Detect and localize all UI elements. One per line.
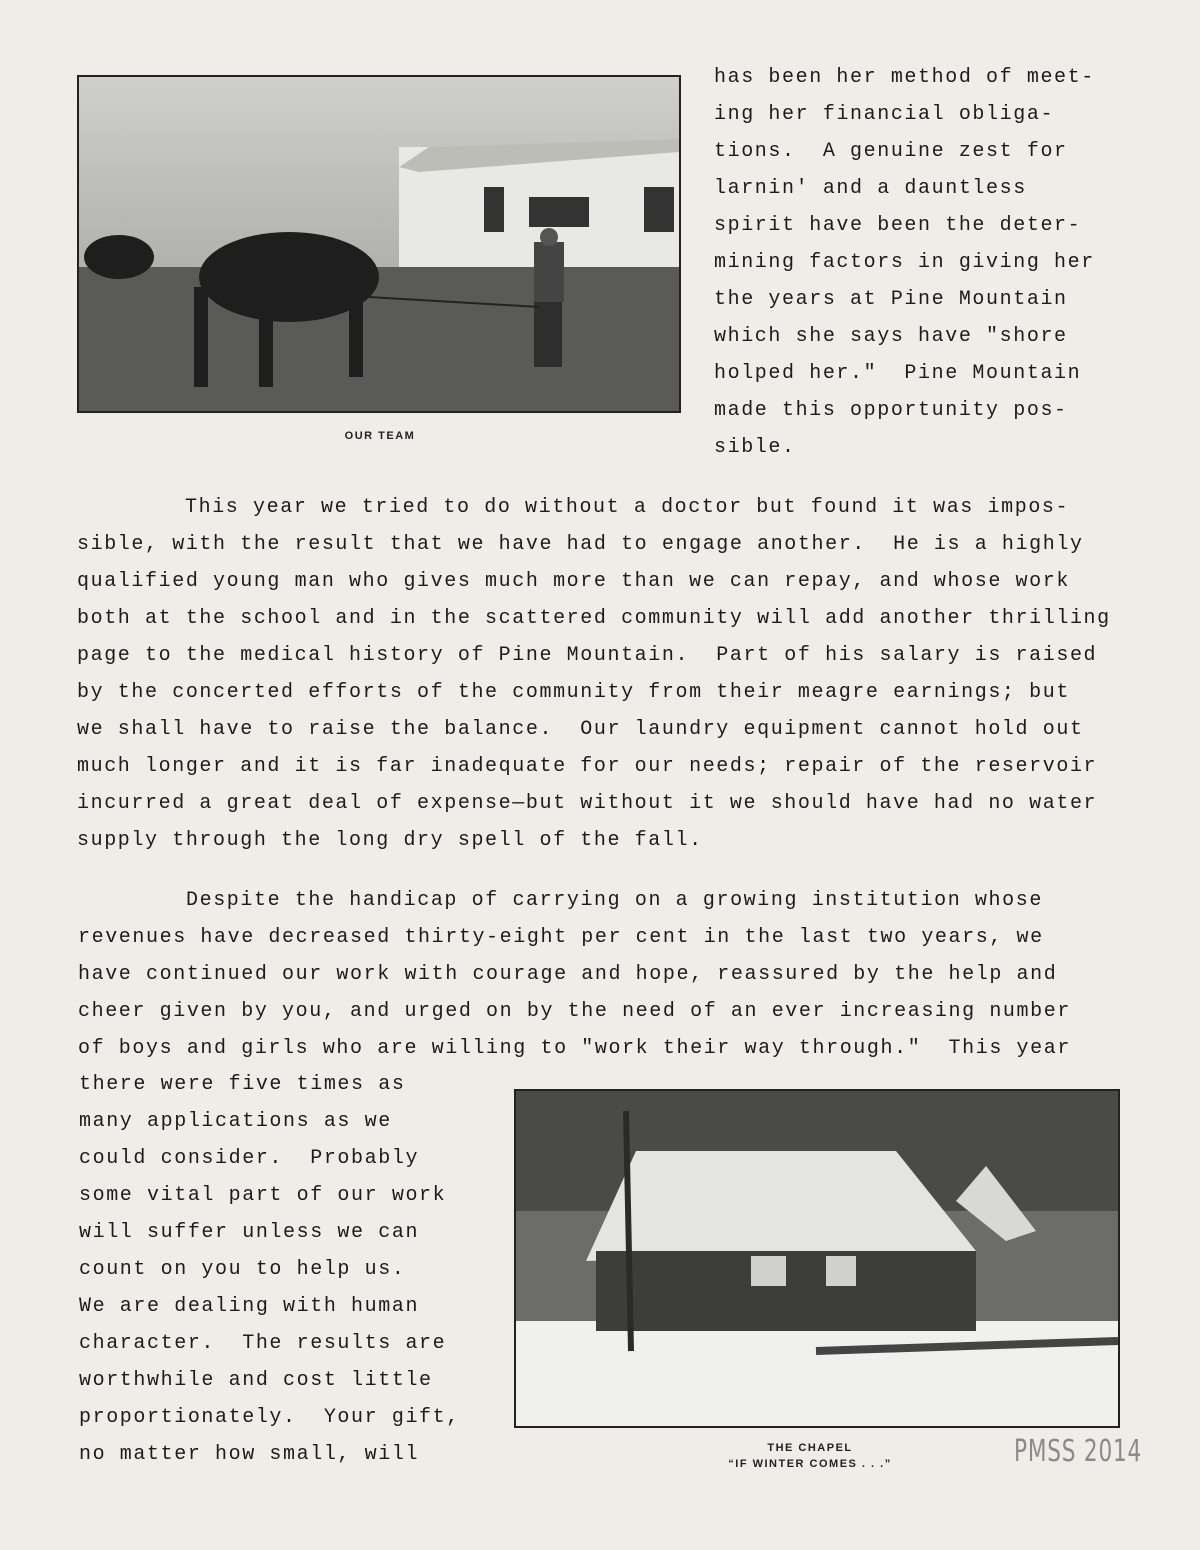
text-line: has been her method of meet- — [714, 66, 1095, 89]
text-line: we shall have to raise the balance. Our laundry equipment cannot hold out — [77, 718, 1084, 741]
text-line: holped her." Pine Mountain — [714, 362, 1082, 385]
caption-line: THE CHAPEL — [767, 1442, 853, 1454]
text-line: will suffer unless we can — [79, 1221, 420, 1244]
text-line: We are dealing with human — [79, 1295, 420, 1318]
text-line: revenues have decreased thirty-eight per cent in the last two years, we — [78, 926, 1044, 949]
text-line: supply through the long dry spell of the fall. — [77, 829, 703, 852]
photo-chapel — [514, 1089, 1120, 1428]
text-line: This year we tried to do without a doctor but found it was impos- — [185, 496, 1070, 519]
caption-chapel — [700, 1440, 920, 1472]
photo-our-team-image — [79, 77, 679, 411]
text-line: many applications as we — [79, 1110, 392, 1133]
text-line: mining factors in giving her — [714, 251, 1095, 274]
text-line: sible, with the result that we have had to engage another. He is a highly — [77, 533, 1084, 556]
caption-line: “IF WINTER COMES . . .” — [728, 1458, 892, 1470]
text-line: some vital part of our work — [79, 1184, 447, 1207]
text-line: incurred a great deal of expense—but without it we should have had no water — [77, 792, 1098, 815]
text-line: by the concerted efforts of the community from their meagre earnings; but — [77, 681, 1070, 704]
text-line: ing her financial obliga- — [714, 103, 1055, 126]
text-line: could consider. Probably — [79, 1147, 420, 1170]
text-line: larnin' and a dauntless — [714, 177, 1027, 200]
caption-line: OUR TEAM — [344, 430, 416, 442]
text-line: have continued our work with courage and hope, reassured by the help and — [78, 963, 1058, 986]
text-line: made this opportunity pos- — [714, 399, 1068, 422]
caption-our-team — [300, 428, 460, 444]
text-line: spirit have been the deter- — [714, 214, 1082, 237]
text-line: the years at Pine Mountain — [714, 288, 1068, 311]
photo-chapel-image — [516, 1091, 1118, 1426]
text-line: tions. A genuine zest for — [714, 140, 1068, 163]
text-line: no matter how small, will — [79, 1443, 420, 1466]
photo-our-team — [77, 75, 681, 413]
text-line: cheer given by you, and urged on by the need of an ever increasing number — [78, 1000, 1071, 1023]
text-line: both at the school and in the scattered community will add another thrilling — [77, 607, 1111, 630]
text-line: Despite the handicap of carrying on a growing institution whose — [186, 889, 1043, 912]
text-line: proportionately. Your gift, — [79, 1406, 460, 1429]
text-line: character. The results are — [79, 1332, 447, 1355]
text-line: sible. — [714, 436, 796, 459]
text-line: worthwhile and cost little — [79, 1369, 433, 1392]
text-line: of boys and girls who are willing to "work their way through." This year — [78, 1037, 1071, 1060]
text-line: much longer and it is far inadequate for our needs; repair of the reservoir — [77, 755, 1098, 778]
watermark: PMSS 2014 — [1014, 1434, 1143, 1469]
text-line: page to the medical history of Pine Mountain. Part of his salary is raised — [77, 644, 1098, 667]
text-line: count on you to help us. — [79, 1258, 406, 1281]
text-line: qualified young man who gives much more than we can repay, and whose work — [77, 570, 1070, 593]
text-line: there were five times as — [79, 1073, 406, 1096]
text-line: which she says have "shore — [714, 325, 1068, 348]
